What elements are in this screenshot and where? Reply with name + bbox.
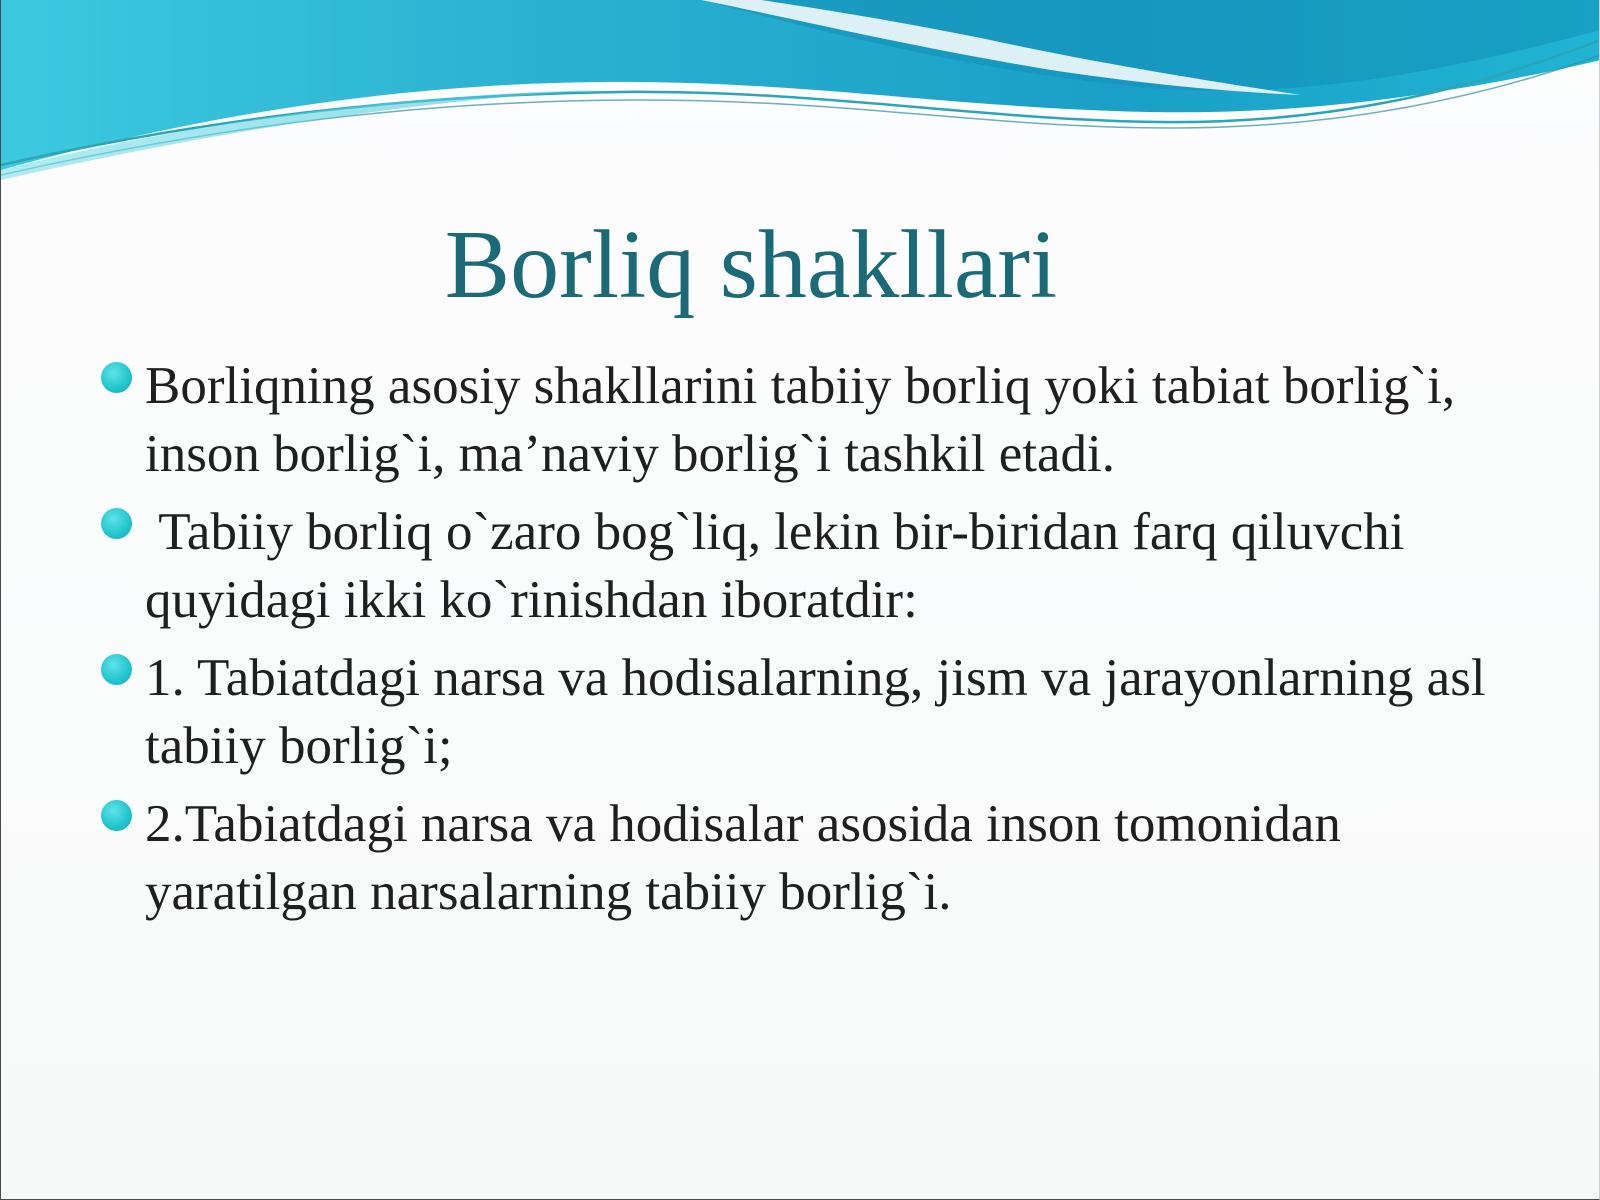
bullet-text: 2.Tabiatdagi narsa va hodisalar asosida inson tomonidan yaratilgan narsalarning tabiiy borlig`i.	[145, 795, 1355, 921]
list-item	[101, 352, 1521, 488]
bullet-text: Borliqning asosiy shakllarini tabiiy borliq yoki tabiat borlig`i, inson borlig`i, ma’naviy borlig`i tashkil etadi.	[145, 357, 1469, 483]
list-item	[101, 498, 1521, 634]
bullet-dot-icon	[101, 508, 132, 539]
bullet-text: Tabiiy borliq o`zaro bog`liq, lekin bir-biridan farq qiluvchi quyidagi ikki ko`rinishdan iboratdir:	[145, 503, 1418, 629]
list-item	[101, 644, 1521, 780]
slide-title: Borliq shakllari	[444, 211, 1058, 319]
bullet-dot-icon	[101, 800, 132, 831]
list-item	[101, 790, 1521, 926]
bullet-dot-icon	[101, 362, 132, 393]
header-wave-decoration	[1, 0, 1600, 190]
bullet-text: 1. Tabiatdagi narsa va hodisalarning, jism va jarayonlarning asl tabiiy borlig`i;	[145, 649, 1499, 775]
bullet-list	[101, 352, 1521, 936]
bullet-dot-icon	[101, 654, 132, 685]
